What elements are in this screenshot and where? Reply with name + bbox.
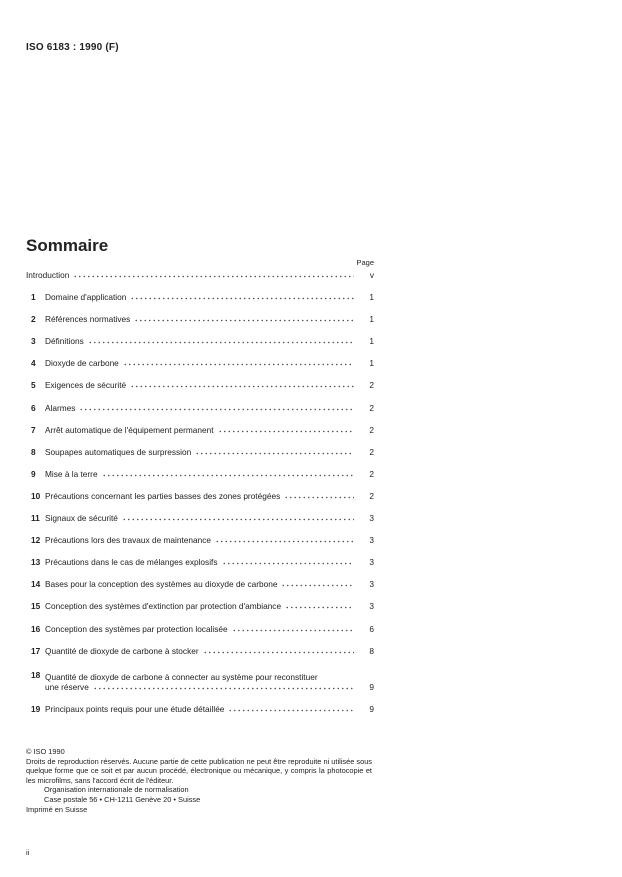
dot-leader	[228, 709, 354, 712]
toc-entry-number: 2	[31, 314, 36, 325]
toc-entry-line2	[45, 682, 374, 692]
toc-entry-page: 1	[369, 292, 374, 303]
toc-entry-page: 9	[369, 703, 374, 714]
page-number: ii	[26, 848, 30, 857]
toc-entry-number: 4	[31, 358, 36, 369]
printed-in: Imprimé en Suisse	[26, 804, 88, 814]
toc-entry-introduction	[26, 266, 374, 280]
toc-entry-label-cont: une réserve	[45, 681, 89, 692]
toc-entry-label: Quantité de dioxyde de carbone à stocker	[45, 645, 199, 656]
toc-entry-number: 15	[31, 601, 41, 612]
toc-entry-label: Signaux de sécurité	[45, 513, 118, 524]
toc-entry	[26, 589, 374, 611]
dot-leader	[284, 496, 354, 499]
toc-entry-page: v	[369, 270, 374, 280]
copyright-line: © ISO 1990	[26, 747, 65, 756]
toc-entry	[26, 390, 374, 412]
page-column-label: Page	[356, 258, 374, 267]
toc-entry-label: Conception des systèmes par protection localisée	[45, 623, 228, 634]
dot-leader	[281, 584, 354, 587]
toc-entry	[26, 368, 374, 390]
dot-leader	[122, 518, 354, 521]
toc-entry-page: 1	[369, 336, 374, 347]
toc-entry	[26, 479, 374, 501]
toc-entry-label: Alarmes	[45, 402, 76, 413]
toc-entry-number: 13	[31, 557, 41, 568]
toc-entry-number: 9	[31, 468, 36, 479]
toc-entry-label: Précautions dans le cas de mélanges explosifs	[45, 557, 218, 568]
toc-entry-label: Domaine d'application	[45, 292, 127, 303]
dot-leader	[123, 363, 354, 366]
dot-leader	[285, 606, 354, 609]
dot-leader	[93, 687, 354, 690]
toc-entry-page: 3	[369, 579, 374, 590]
toc-entry-page: 1	[369, 358, 374, 369]
dot-leader	[130, 297, 354, 300]
toc-entry	[26, 523, 374, 545]
dot-leader	[215, 540, 354, 543]
toc-entry-label: Arrêt automatique de l'équipement permanent	[45, 424, 214, 435]
toc-entry	[26, 692, 374, 714]
toc-entry	[26, 280, 374, 302]
toc-entry-label: Bases pour la conception des systèmes au dioxyde de carbone	[45, 579, 278, 590]
toc-entry	[26, 457, 374, 479]
toc-entry-page: 9	[369, 681, 374, 692]
toc-entry-label: Précautions concernant les parties basses des zones protégées	[45, 490, 281, 501]
toc-entry	[26, 567, 374, 589]
dot-leader	[79, 408, 354, 411]
toc-entry-label: Soupapes automatiques de surpression	[45, 446, 192, 457]
rights-notice: Droits de reproduction réservés. Aucune partie de cette publication ne peut être reproduite ni utilisée sous quelque forme que ce soit et par aucun procédé, électronique ou mécanique, y compris la photocopie et les microfilms, sans l'accord écrit de l'éditeur.	[26, 756, 372, 785]
toc-entry-number: 6	[31, 402, 36, 413]
toc-entry	[26, 346, 374, 368]
toc-entry-page: 3	[369, 513, 374, 524]
toc-entry-number: 17	[31, 645, 41, 656]
toc-entry	[26, 501, 374, 523]
toc-entry-label: Principaux points requis pour une étude détaillée	[45, 703, 225, 714]
toc-entry-label: Exigences de sécurité	[45, 380, 127, 391]
toc-entry-number: 12	[31, 535, 41, 546]
toc-entry-page: 2	[369, 468, 374, 479]
toc-entry-page: 3	[369, 601, 374, 612]
toc-entry-label: Introduction	[26, 270, 70, 280]
dot-leader	[102, 474, 354, 477]
toc-entry-number: 14	[31, 579, 41, 590]
organisation-name: Organisation internationale de normalisation	[44, 785, 189, 795]
dot-leader	[73, 275, 354, 278]
toc-entry	[26, 302, 374, 324]
toc-entry-label: Mise à la terre	[45, 468, 98, 479]
toc-entry-label: Conception des systèmes d'extinction par protection d'ambiance	[45, 601, 282, 612]
toc-entry	[26, 611, 374, 633]
toc-title: Sommaire	[26, 236, 109, 255]
toc-entry-number: 3	[31, 336, 36, 347]
dot-leader	[218, 430, 354, 433]
toc-entry-page: 8	[369, 645, 374, 656]
toc-entry-page: 6	[369, 623, 374, 634]
document-header: ISO 6183 : 1990 (F)	[26, 42, 119, 53]
toc-entry-label-wrap	[45, 672, 374, 692]
toc-entry-label: Quantité de dioxyde de carbone à connecter au système pour reconstituer	[45, 671, 318, 682]
toc-entry-number: 10	[31, 490, 41, 501]
toc-entry-page: 3	[369, 535, 374, 546]
organisation-address: Case postale 56 • CH-1211 Genève 20 • Suisse	[44, 794, 201, 804]
dot-leader	[88, 341, 354, 344]
dot-leader	[130, 385, 354, 388]
table-of-contents	[26, 266, 374, 714]
toc-entry-number: 16	[31, 623, 41, 634]
toc-entry-page: 2	[369, 446, 374, 457]
toc-entry-number: 11	[31, 513, 40, 524]
dot-leader	[134, 319, 354, 322]
toc-entry-label: Précautions lors des travaux de maintenance	[45, 535, 212, 546]
dot-leader	[195, 452, 354, 455]
toc-entry	[26, 324, 374, 346]
toc-entry-label: Dioxyde de carbone	[45, 358, 119, 369]
toc-entry	[26, 413, 374, 435]
dot-leader	[222, 562, 355, 565]
toc-entry-page: 2	[369, 380, 374, 391]
toc-entry-page: 1	[369, 314, 374, 325]
toc-entry-number: 1	[31, 292, 36, 303]
toc-entry	[26, 634, 374, 656]
copyright-block	[26, 747, 372, 814]
toc-entry-label: Définitions	[45, 336, 84, 347]
toc-entry-label: Références normatives	[45, 314, 131, 325]
toc-entry-page: 2	[369, 424, 374, 435]
toc-entry-number: 18	[31, 669, 41, 680]
toc-entry-page: 3	[369, 557, 374, 568]
toc-entry-number: 8	[31, 446, 36, 457]
dot-leader	[203, 651, 354, 654]
toc-entry	[26, 435, 374, 457]
toc-entry-number: 19	[31, 703, 41, 714]
toc-entry	[26, 656, 374, 692]
toc-entry	[26, 545, 374, 567]
toc-entry-page: 2	[369, 402, 374, 413]
dot-leader	[232, 629, 354, 632]
toc-entry-number: 5	[31, 380, 36, 391]
toc-entry-page: 2	[369, 490, 374, 501]
toc-entry-number: 7	[31, 424, 36, 435]
